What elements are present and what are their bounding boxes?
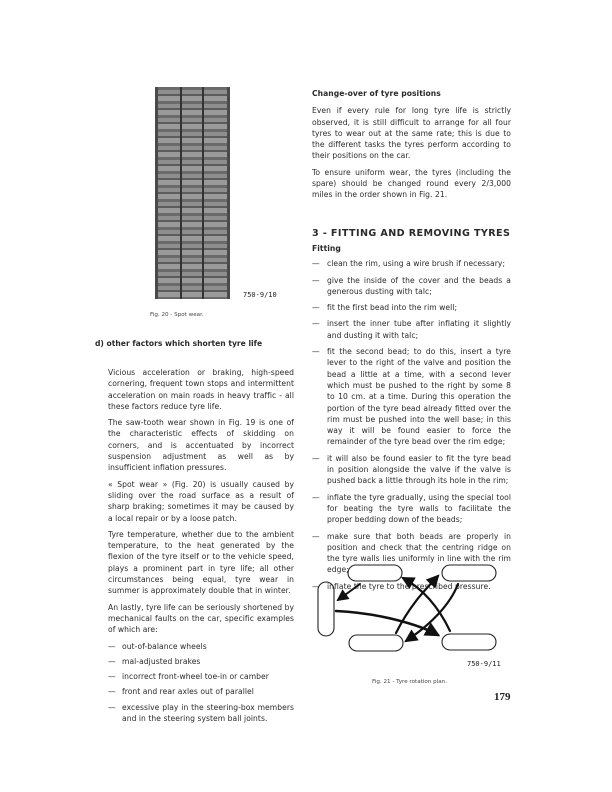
spot-wear-tyre-photo xyxy=(155,87,230,299)
figure-20-code: 750-9/10 xyxy=(243,291,277,299)
paragraph: Vicious acceleration or braking, high-speed cornering, frequent town stops and intermittent acceleration on main roads in heavy traffic - all these factors reduce tyre life. xyxy=(108,368,294,411)
list-item xyxy=(108,686,294,697)
mechanical-faults-list xyxy=(108,641,294,725)
list-item xyxy=(108,702,294,725)
dash-bullet: — xyxy=(312,259,320,269)
front-left-tyre xyxy=(348,565,402,581)
dash-bullet: — xyxy=(312,275,320,285)
list-item-text: fit the first bead into the rim well; xyxy=(327,303,458,313)
fitting-heading: Fitting xyxy=(312,243,341,253)
list-item xyxy=(108,656,294,667)
list-item-text: out-of-balance wheels xyxy=(122,641,207,651)
page-number: 179 xyxy=(494,691,511,703)
list-item-text: make sure that both beads are properly in position and check that the centring ridge on the tyre walls lies uniformly in line with the rim edge; xyxy=(327,531,511,575)
dash-bullet: — xyxy=(312,303,320,313)
rear-right-tyre xyxy=(442,634,496,650)
paragraph: Tyre temperature, whether due to the ambient temperature, to the heat generated by the flexion of the tyre itself or to the vehicle speed, plays a prominent part in tyre life; all other circumstances being equal, tyre wear in summer is approximately double that in winter. xyxy=(108,529,294,596)
tread-groove xyxy=(180,87,182,299)
list-item xyxy=(312,318,511,341)
paragraph: The saw-tooth wear shown in Fig. 19 is one of the characteristic effects of skidding on corners, and is accentuated by incorrect suspension adjustment as well as by insufficient inflation pressures. xyxy=(108,418,294,473)
list-item-text: inflate the tyre to the prescribed pressure. xyxy=(327,581,491,591)
paragraph: To ensure uniform wear, the tyres (including the spare) should be changed round every 2/3,000 miles in the order shown in Fig. 21. xyxy=(312,167,511,200)
dash-bullet: — xyxy=(312,581,320,591)
list-item-text: mal-adjusted brakes xyxy=(122,656,201,666)
list-item xyxy=(108,671,294,682)
section-d-heading: d) other factors which shorten tyre life xyxy=(95,339,263,348)
dash-bullet: — xyxy=(312,319,320,329)
dash-bullet: — xyxy=(312,453,320,463)
list-item xyxy=(312,275,511,298)
list-item-text: it will also be found easier to fit the tyre bead in position alongside the valve if the valve is pushed back a little through its hole in the rim; xyxy=(327,453,511,486)
right-column xyxy=(312,88,511,597)
spare-tyre xyxy=(318,582,334,636)
list-item xyxy=(312,346,511,448)
figure-20-caption: Fig. 20 - Spot wear. xyxy=(150,312,204,318)
dash-bullet: — xyxy=(312,347,320,357)
figure-21-caption: Fig. 21 - Tyre rotation plan. xyxy=(372,679,447,685)
paragraph: « Spot wear » (Fig. 20) is usually caused by sliding over the road surface as a result of sharp braking; sometimes it may be caused by a local repair or by a loose patch. xyxy=(108,479,294,523)
front-right-tyre xyxy=(442,565,496,581)
list-item xyxy=(108,641,294,652)
list-item xyxy=(312,492,511,526)
list-item-text: fit the second bead; to do this, insert a tyre lever to the right of the valve and position the bead a little at a time, with a second lever which must be pushed to the right by some 8 to 10 cm. at a time. During this operation the portion of the tyre bead already fitted over the rim must be pushed into the well base; in this way it will be found easier to force the remainder of the tyre bead over the rim edge; xyxy=(327,347,511,447)
dash-bullet: — xyxy=(108,687,116,697)
section-3-heading: 3 - FITTING AND REMOVING TYRES xyxy=(312,227,511,239)
list-item xyxy=(312,302,511,313)
tyre-rotation-diagram xyxy=(300,555,520,655)
list-item-text: inflate the tyre gradually, using the special tool for beating the tyre walls to facilitate the proper bedding down of the beads; xyxy=(327,492,511,525)
dash-bullet: — xyxy=(108,656,116,666)
figure-21-code: 750-9/11 xyxy=(467,660,501,668)
changeover-heading: Change-over of tyre positions xyxy=(312,89,441,98)
list-item-text: give the inside of the cover and the beads a generous dusting with talc; xyxy=(327,275,511,296)
list-item-text: excessive play in the steering-box members and in the steering system ball joints. xyxy=(122,702,294,724)
left-column xyxy=(108,367,294,728)
list-item-text: clean the rim, using a wire brush if necessary; xyxy=(327,259,506,269)
dash-bullet: — xyxy=(108,672,116,682)
paragraph: An lastly, tyre life can be seriously shortened by mechanical faults on the car, specific examples of which are: xyxy=(108,602,295,635)
list-item-text: incorrect front-wheel toe-in or camber xyxy=(122,672,269,682)
fitting-steps-list xyxy=(312,258,511,592)
list-item-text: front and rear axles out of parallel xyxy=(122,687,254,697)
dash-bullet: — xyxy=(312,531,320,541)
tread-groove xyxy=(202,87,204,299)
list-item xyxy=(312,453,511,487)
paragraph: Even if every rule for long tyre life is strictly observed, it is still difficult to arrange for all four tyres to wear out at the same rate; this is due to the different tasks the tyres perform according to their positions on the car. xyxy=(312,106,511,161)
list-item-text: insert the inner tube after inflating it slightly and dusting it with talc; xyxy=(327,319,511,340)
list-item xyxy=(312,258,511,269)
dash-bullet: — xyxy=(108,641,116,651)
dash-bullet: — xyxy=(108,702,116,712)
dash-bullet: — xyxy=(312,492,320,502)
rear-left-tyre xyxy=(349,635,403,651)
